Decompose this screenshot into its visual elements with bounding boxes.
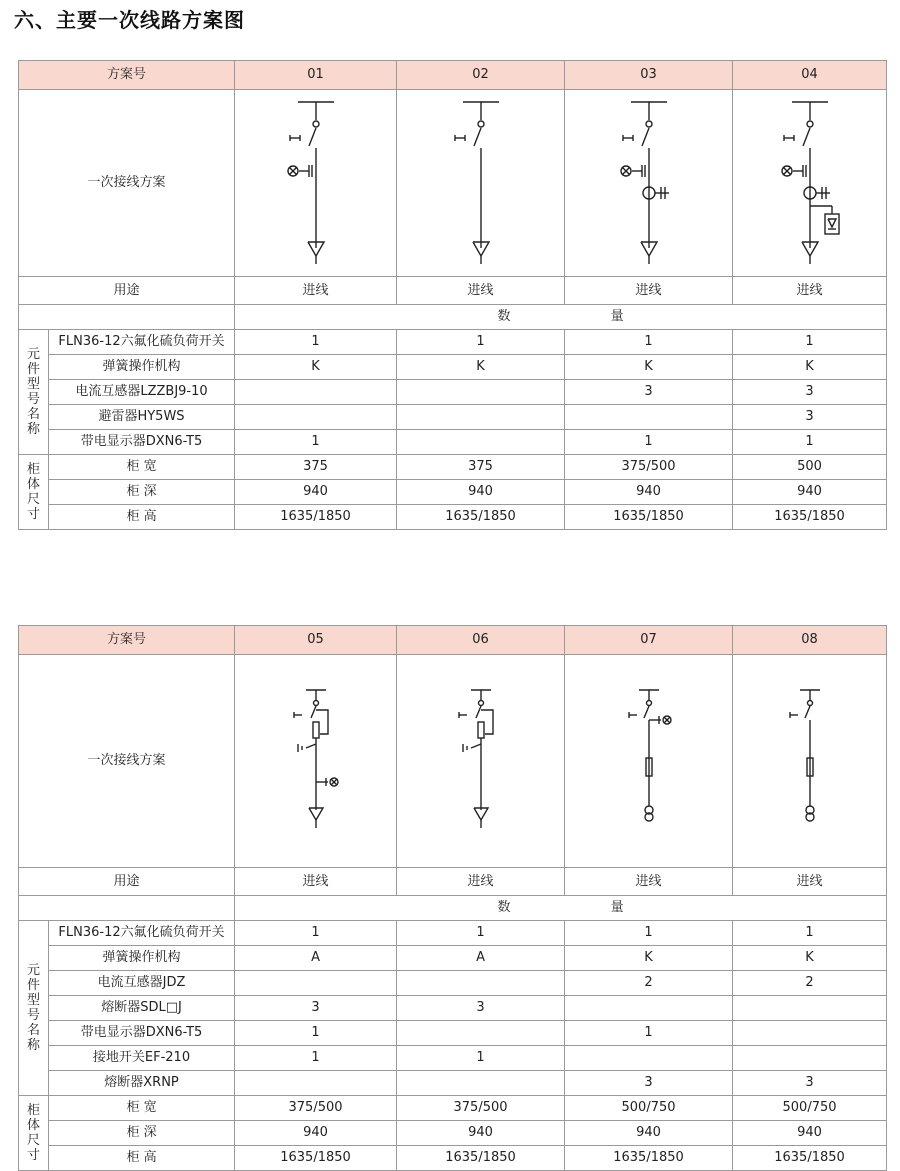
size-name: 柜 高 [49,1146,235,1171]
component-qty [235,405,397,430]
wiring-diagram-01 [235,90,397,277]
component-row [19,380,887,405]
size-name: 柜 宽 [49,455,235,480]
single-line-diagram-03 [609,98,689,268]
component-qty: 1 [235,430,397,455]
single-line-diagram-02 [441,98,521,268]
single-line-diagram-04 [770,98,850,268]
component-name: 避雷器HY5WS [49,405,235,430]
use-label: 用途 [19,277,235,305]
quantity-header-row [19,896,887,921]
component-qty [235,380,397,405]
wiring-diagram-02 [397,90,565,277]
component-qty [733,1021,887,1046]
component-name: 带电显示器DXN6-T5 [49,1021,235,1046]
component-qty: 1 [565,1021,733,1046]
size-row [19,480,887,505]
component-row [19,405,887,430]
component-qty [397,971,565,996]
component-qty: 3 [565,380,733,405]
component-qty: K [733,355,887,380]
component-qty [565,405,733,430]
size-value: 1635/1850 [565,505,733,530]
size-row [19,505,887,530]
component-qty [235,971,397,996]
component-qty: 1 [235,1021,397,1046]
scheme-number: 06 [397,626,565,655]
component-name: FLN36-12六氟化硫负荷开关 [49,330,235,355]
component-row [19,330,887,355]
component-qty [397,1071,565,1096]
component-name: 弹簧操作机构 [49,946,235,971]
component-row [19,1021,887,1046]
scheme-table-2 [18,625,887,1171]
component-name: FLN36-12六氟化硫负荷开关 [49,921,235,946]
component-row [19,971,887,996]
component-qty [565,996,733,1021]
size-value: 1635/1850 [733,505,887,530]
size-group-label: 柜 体 尺 寸 [19,455,49,530]
component-qty: 3 [733,380,887,405]
component-qty: A [235,946,397,971]
component-qty [733,1046,887,1071]
size-value: 940 [565,1121,733,1146]
scheme-number: 08 [733,626,887,655]
component-qty: 3 [397,996,565,1021]
wiring-diagram-07 [565,655,733,868]
size-value: 375 [397,455,565,480]
component-qty: K [733,946,887,971]
component-qty: 1 [397,1046,565,1071]
use-row [19,868,887,896]
component-row [19,430,887,455]
size-row [19,1146,887,1171]
component-name: 电流互感器LZZBJ9-10 [49,380,235,405]
use-value: 进线 [235,277,397,305]
use-value: 进线 [565,277,733,305]
page-title: 六、主要一次线路方案图 [14,8,245,32]
component-name: 熔断器SDL□J [49,996,235,1021]
component-qty: 2 [733,971,887,996]
size-value: 940 [397,480,565,505]
scheme-number: 03 [565,61,733,90]
size-name: 柜 深 [49,1121,235,1146]
component-qty: 3 [565,1071,733,1096]
use-value: 进线 [733,277,887,305]
component-qty: 1 [733,330,887,355]
wiring-diagram-03 [565,90,733,277]
scheme-header-row [19,626,887,655]
size-value: 375 [235,455,397,480]
component-qty: K [565,355,733,380]
single-line-diagram-06 [441,686,521,836]
size-value: 940 [235,480,397,505]
component-qty [397,405,565,430]
size-value: 1635/1850 [565,1146,733,1171]
quantity-header-blank [19,896,235,921]
component-row [19,996,887,1021]
size-value: 1635/1850 [235,1146,397,1171]
component-qty: 1 [235,1046,397,1071]
wiring-diagram-row [19,90,887,277]
component-qty: 1 [397,921,565,946]
component-row [19,1046,887,1071]
single-line-diagram-01 [276,98,356,268]
size-value: 500 [733,455,887,480]
size-row [19,1121,887,1146]
size-value: 940 [733,1121,887,1146]
component-qty: 3 [733,1071,887,1096]
component-row [19,355,887,380]
scheme-number-label: 方案号 [19,626,235,655]
quantity-header-row [19,305,887,330]
single-line-diagram-07 [609,686,689,836]
component-qty: 1 [565,330,733,355]
use-value: 进线 [733,868,887,896]
component-name: 熔断器XRNP [49,1071,235,1096]
scheme-number: 05 [235,626,397,655]
size-value: 940 [565,480,733,505]
size-row [19,455,887,480]
component-qty: 1 [733,921,887,946]
component-qty: 1 [733,430,887,455]
wiring-diagram-04 [733,90,887,277]
component-qty: A [397,946,565,971]
component-qty: 3 [733,405,887,430]
scheme-table-1 [18,60,887,530]
scheme-header-row [19,61,887,90]
component-qty [565,1046,733,1071]
component-name: 带电显示器DXN6-T5 [49,430,235,455]
component-row [19,921,887,946]
use-label: 用途 [19,868,235,896]
size-value: 1635/1850 [397,1146,565,1171]
use-value: 进线 [397,868,565,896]
component-group-label: 元 件 型 号 名 称 [19,921,49,1096]
component-qty: K [397,355,565,380]
use-value: 进线 [235,868,397,896]
scheme-number: 04 [733,61,887,90]
component-qty: 1 [565,921,733,946]
component-qty: 3 [235,996,397,1021]
size-value: 500/750 [565,1096,733,1121]
size-value: 375/500 [235,1096,397,1121]
size-value: 500/750 [733,1096,887,1121]
scheme-number: 07 [565,626,733,655]
component-name: 电流互感器JDZ [49,971,235,996]
size-value: 375/500 [397,1096,565,1121]
size-value: 940 [733,480,887,505]
component-name: 接地开关EF-210 [49,1046,235,1071]
wiring-label: 一次接线方案 [19,655,235,868]
wiring-diagram-row [19,655,887,868]
quantity-label: 数 量 [235,896,887,921]
scheme-number: 01 [235,61,397,90]
component-qty: 1 [235,330,397,355]
size-value: 940 [235,1121,397,1146]
component-row [19,1071,887,1096]
scheme-number-label: 方案号 [19,61,235,90]
size-value: 1635/1850 [235,505,397,530]
component-qty: 1 [235,921,397,946]
component-qty: K [565,946,733,971]
size-value: 940 [397,1121,565,1146]
use-value: 进线 [565,868,733,896]
use-value: 进线 [397,277,565,305]
component-qty: 1 [397,330,565,355]
use-row [19,277,887,305]
component-qty: 1 [565,430,733,455]
size-name: 柜 宽 [49,1096,235,1121]
component-qty [397,1021,565,1046]
single-line-diagram-05 [276,686,356,836]
size-value: 1635/1850 [397,505,565,530]
wiring-diagram-05 [235,655,397,868]
component-group-label: 元 件 型 号 名 称 [19,330,49,455]
wiring-diagram-08 [733,655,887,868]
component-qty: 2 [565,971,733,996]
quantity-header-blank [19,305,235,330]
wiring-label: 一次接线方案 [19,90,235,277]
size-name: 柜 高 [49,505,235,530]
size-row [19,1096,887,1121]
quantity-label: 数 量 [235,305,887,330]
component-qty [235,1071,397,1096]
size-name: 柜 深 [49,480,235,505]
component-qty: K [235,355,397,380]
size-value: 1635/1850 [733,1146,887,1171]
component-row [19,946,887,971]
component-name: 弹簧操作机构 [49,355,235,380]
scheme-number: 02 [397,61,565,90]
single-line-diagram-08 [770,686,850,836]
component-qty [397,430,565,455]
wiring-diagram-06 [397,655,565,868]
size-value: 375/500 [565,455,733,480]
component-qty [733,996,887,1021]
size-group-label: 柜 体 尺 寸 [19,1096,49,1171]
component-qty [397,380,565,405]
